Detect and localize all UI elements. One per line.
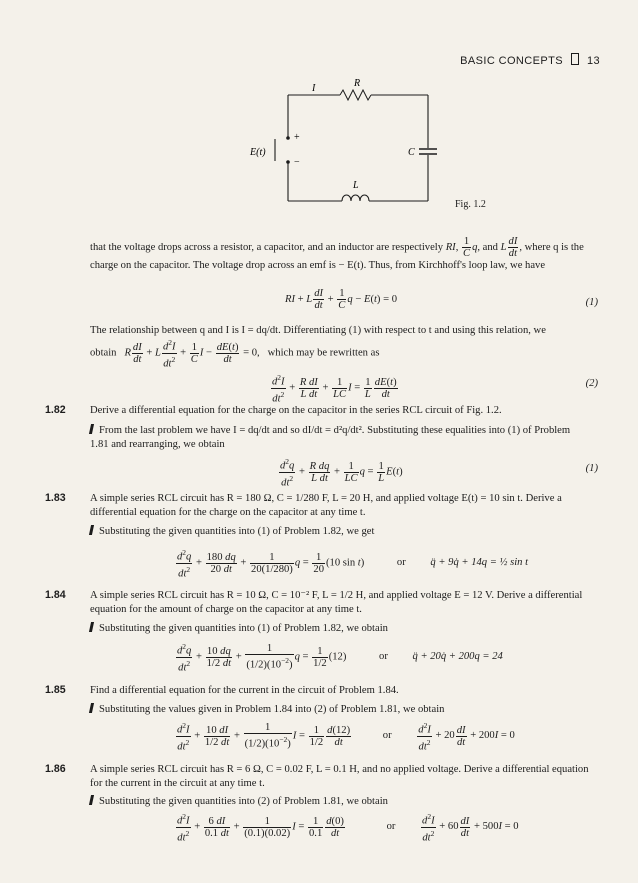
intro-text-a: that the voltage drops across a resistor, a capacitor, and an inductor are respectively: [90, 241, 444, 253]
problem-number-1-82: 1.82: [45, 404, 66, 416]
equation-1-84-alt: q̈ + 20q̇ + 200q = 24: [412, 651, 503, 663]
label-inductance: L: [353, 180, 359, 191]
problem-number-1-83: 1.83: [45, 492, 66, 504]
label-emf: E(t): [250, 147, 266, 158]
equation-number-2: (2): [585, 378, 598, 389]
header-separator-icon: [571, 53, 579, 65]
problem-1-86-solution: [90, 795, 590, 809]
intro-paragraph-1: that the voltage drops across a resistor, a capacitor, and an inductor are respectively RI, $\frac{1}{C}$ q, and L $\frac{dI}{dt}$ , where q is the charge on the capacitor. The voltage drop across an emf is − E(t). Thus, from Kirchhoff's loop law, we have: [90, 236, 584, 271]
obtain-text: obtain: [90, 347, 117, 359]
or-text: or: [396, 557, 406, 569]
inductor-symbol: [342, 195, 369, 201]
equation-1-85: $\frac{d^2I}{dt^2}$ + $\frac{10 dI}{1/2 dt}$ + $\frac{1}{(1/2)(10^{-2})}$ I = $\frac{1}{1/2}$ $\frac{d(12)}{dt}$ or $\frac{d^2I}{dt^2}$ + 20 $\frac{dI}{dt}$ + 200I = 0: [177, 721, 515, 753]
label-resistance: R: [354, 78, 361, 89]
problem-1-82-solution: [90, 424, 590, 452]
intro-paragraph-3: obtain R $\frac{dI}{dt}$ + L $\frac{d^2I}{dt^2}$ + $\frac{1}{C}$ I − $\frac{dE(t)}{dt}$ = 0, which may be rewritten as: [90, 338, 380, 370]
equation-number-1: (1): [585, 297, 598, 308]
equation-1-84: $\frac{d^2q}{dt^2}$ + $\frac{10 dq}{1/2 dt}$ + $\frac{1}{(1/2)(10^{-2})}$ q = $\frac{1}{1/2}$ (12) or q̈ + 20q̇ + 200q = 24: [177, 642, 503, 674]
terminal-plus: [286, 136, 290, 140]
intro-paragraph-2: The relationship between q and I is I = dq/dt. Differentiating (1) with respect to t and using this relation, we: [90, 325, 546, 336]
or-text: or: [386, 821, 396, 833]
equation-2: $\frac{d^2I}{dt^2}$ + $\frac{\text{R dI}}{\text{L dt}}$ + $\frac{1}{LC}$ I = $\frac{1}{L}$ $\frac{dE(t)}{dt}$: [272, 373, 397, 405]
label-capacitance: C: [408, 147, 415, 158]
page-number: 13: [586, 55, 600, 67]
figure-caption: Fig. 1.2: [455, 199, 486, 210]
problem-1-83-solution: [90, 525, 590, 539]
label-plus: +: [294, 132, 300, 143]
problem-1-84-statement: A simple series RCL circuit has R = 10 Ω, C = 10⁻² F, L = 1/2 H, and applied voltage E = 12 V. Derive a differential equation for the amount of charge on the capacitor at any time t.: [90, 590, 583, 615]
problem-1-86-solution-text: Substituting the given quantities into (2) of Problem 1.81, we obtain: [99, 796, 388, 807]
solution-marker-icon: [89, 424, 94, 434]
problem-1-85-statement: Find a differential equation for the current in the circuit of Problem 1.84.: [90, 685, 399, 696]
problem-number-1-85: 1.85: [45, 684, 66, 696]
rcl-circuit-diagram: [240, 75, 440, 210]
problem-1-85-solution-text: Substituting the values given in Problem 1.84 into (2) of Problem 1.81, we obtain: [99, 704, 445, 715]
or-text: or: [379, 651, 388, 663]
problem-1-84-solution: [90, 622, 590, 636]
problem-1-82-solution-text: From the last problem we have I = dq/dt and so dI/dt = d²q/dt². Substituting these equalities into (1) of Problem 1.81 and rearranging, we obtain: [90, 425, 571, 450]
equation-1: RI + L $\frac{dI}{dt}$ + $\frac{1}{C}$ q − E(t) = 0: [285, 288, 398, 311]
label-current: I: [312, 83, 316, 94]
problem-1-86-statement: A simple series RCL circuit has R = 6 Ω, C = 0.02 F, L = 0.1 H, and no applied voltage. Derive a differential equation for the current in the circuit at any time t.: [90, 764, 589, 789]
equation-1-83: $\frac{d^2q}{dt^2}$ + $\frac{180 dq}{20 dt}$ + $\frac{1}{20(1/280)}$ q = $\frac{1}{20}$ (10 sin t) or q̈ + 9q̇ + 14q = ½ sin t: [177, 548, 529, 580]
solution-marker-icon: [89, 795, 94, 805]
problem-1-83-solution-text: Substituting the given quantities into (1) of Problem 1.82, we get: [99, 526, 375, 537]
problem-1-83-statement: A simple series RCL circuit has R = 180 Ω, C = 1/280 F, L = 20 H, and applied voltage E(t) = 10 sin t. Derive a differential equation for the charge on the capacitor at any time t.: [90, 493, 562, 518]
problem-number-1-84: 1.84: [45, 589, 66, 601]
equation-number-1-82: (1): [585, 463, 598, 474]
problem-number-1-86: 1.86: [45, 763, 66, 775]
equation-1-82: $\frac{d^2q}{dt^2}$ + $\frac{\text{R dq}}{\text{L dt}}$ + $\frac{1}{LC}$ q = $\frac{1}{L}$ E(t): [280, 457, 403, 489]
resistor-symbol: [340, 90, 371, 100]
or-text: or: [382, 730, 392, 742]
solution-marker-icon: [89, 703, 94, 713]
problem-1-82-statement: Derive a differential equation for the charge on the capacitor in the series RCL circuit of Fig. 1.2.: [90, 405, 502, 416]
header-title: BASIC CONCEPTS: [460, 55, 563, 67]
problem-1-85-solution: [90, 703, 590, 717]
solution-marker-icon: [89, 622, 94, 632]
solution-marker-icon: [89, 525, 94, 535]
intro-text-b: q is the charge on the capacitor. The voltage drop across an emf is − E(t). Thus, from Kirchhoff's loop law, we have: [90, 241, 584, 271]
equation-1-86: $\frac{d^2I}{dt^2}$ + $\frac{6 dI}{0.1 dt}$ + $\frac{1}{(0.1)(0.02)}$ I = $\frac{1}{0.1}$ $\frac{d(0)}{dt}$ or $\frac{d^2I}{dt^2}$ + 60 $\frac{dI}{dt}$ + 500I = 0: [177, 812, 519, 844]
running-header: [460, 53, 600, 67]
rewritten-text: which may be rewritten as: [267, 347, 380, 359]
problem-1-84-solution-text: Substituting the given quantities into (1) of Problem 1.82, we obtain: [99, 623, 388, 634]
label-minus: −: [294, 157, 300, 168]
equation-1-83-alt: q̈ + 9q̇ + 14q = ½ sin t: [430, 557, 529, 569]
